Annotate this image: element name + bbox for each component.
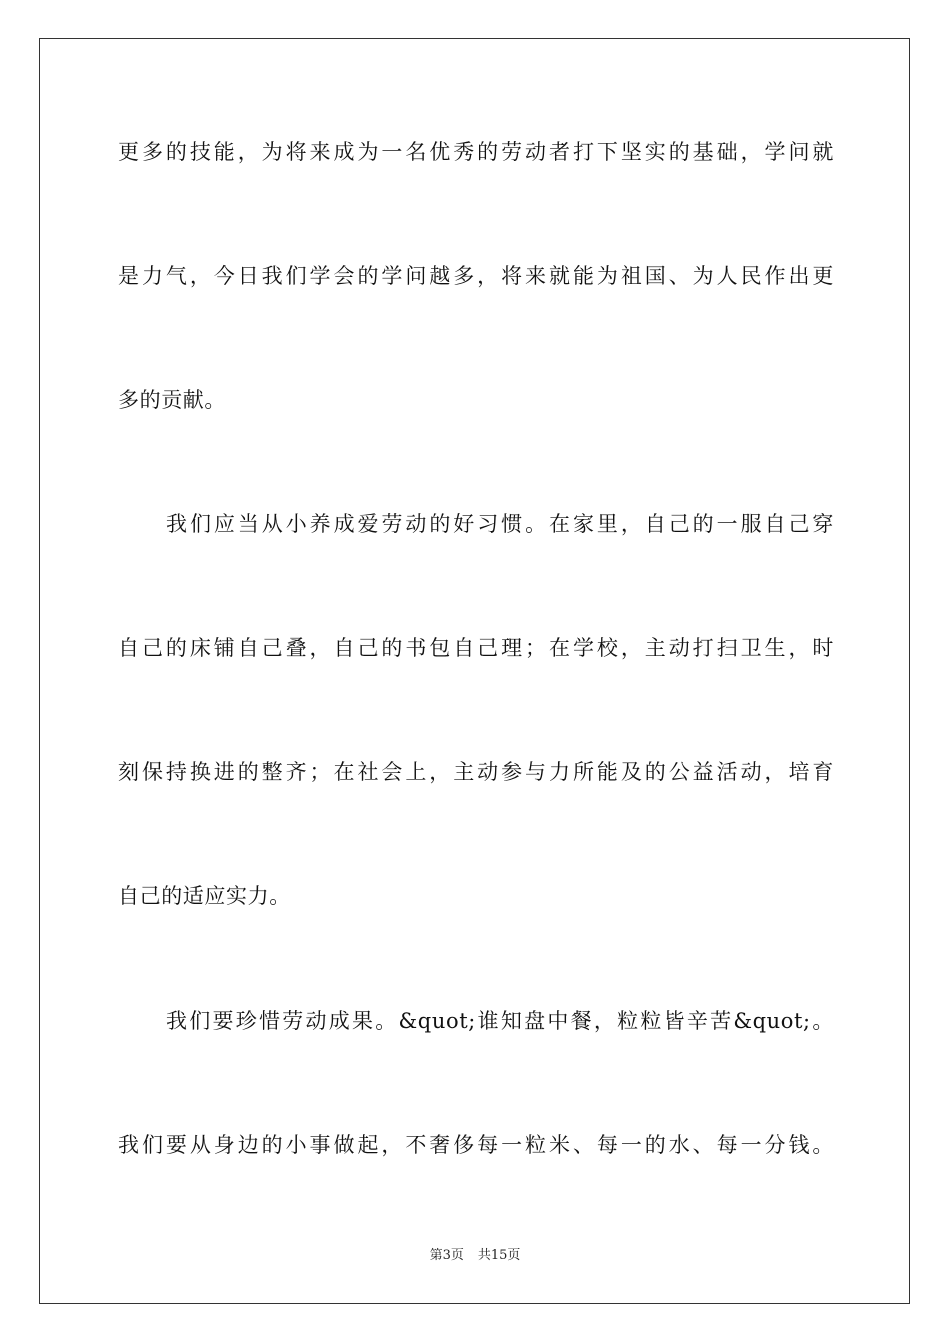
paragraph-line-9: 我们要从身边的小事做起，不奢侈每一粒米、每一的水、每一分钱。 <box>118 1133 834 1157</box>
paragraph-line-7: 自己的适应实力。 <box>118 884 291 908</box>
paragraph-line-8: 我们要珍惜劳动成果。&quot;谁知盘中餐，粒粒皆辛苦&quot;。 <box>166 1009 834 1033</box>
paragraph-line-1: 更多的技能，为将来成为一名优秀的劳动者打下坚实的基础，学问就 <box>118 140 834 164</box>
page-number: 第3页 <box>429 1248 464 1263</box>
paragraph-line-4: 我们应当从小养成爱劳动的好习惯。在家里，自己的一服自己穿 <box>166 512 834 536</box>
paragraph-line-3: 多的贡献。 <box>118 388 226 412</box>
page-border <box>39 38 910 1304</box>
page-footer <box>0 1247 950 1265</box>
paragraph-line-2: 是力气，今日我们学会的学问越多，将来就能为祖国、为人民作出更 <box>118 264 834 288</box>
paragraph-line-5: 自己的床铺自己叠，自己的书包自己理；在学校，主动打扫卫生，时 <box>118 636 834 660</box>
paragraph-line-6: 刻保持换进的整齐；在社会上，主动参与力所能及的公益活动，培育 <box>118 760 834 784</box>
total-pages: 共15页 <box>477 1248 521 1263</box>
